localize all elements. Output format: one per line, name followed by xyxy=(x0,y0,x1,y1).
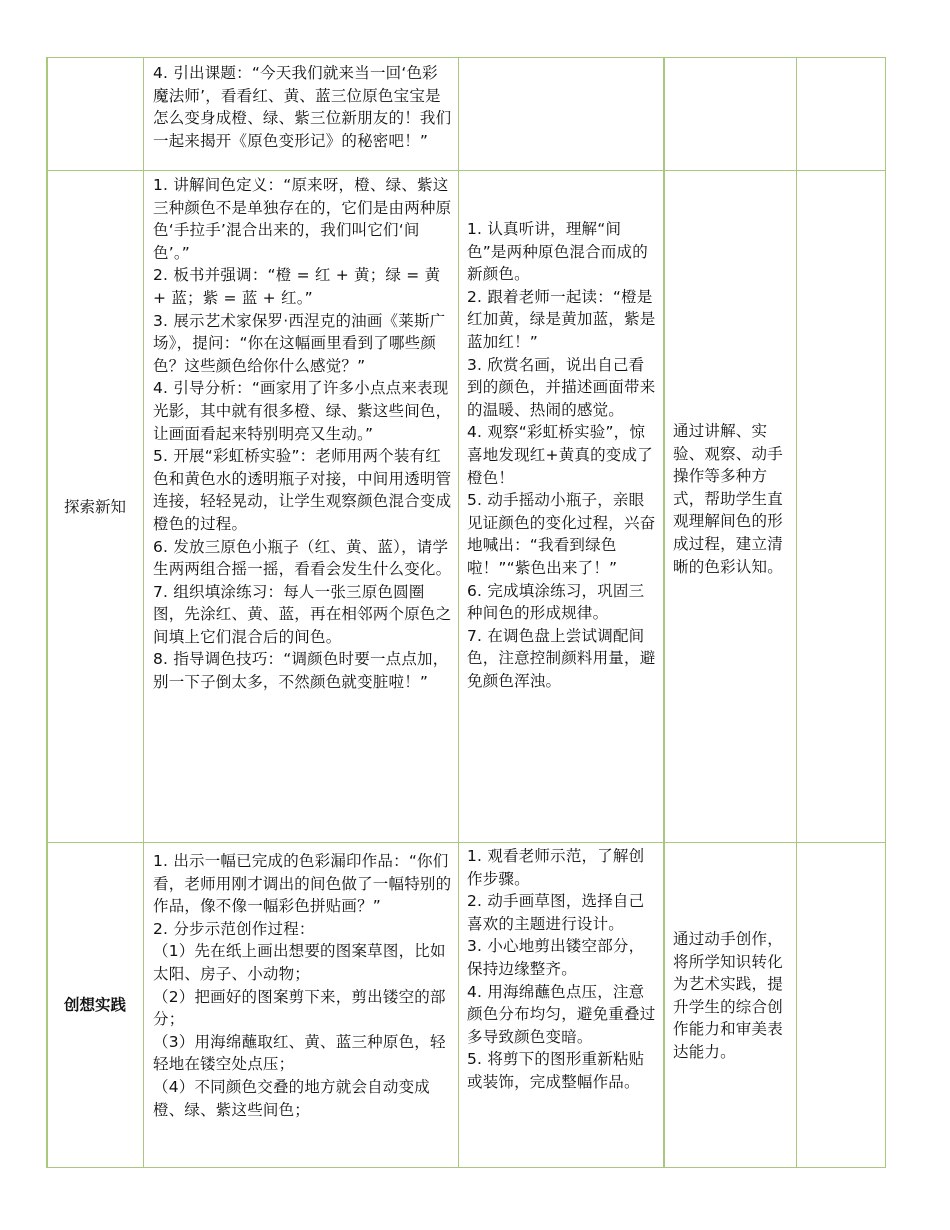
paragraph: （4）不同颜色交叠的地方就会自动变成橙、绿、紫这些间色； xyxy=(153,1077,430,1119)
paragraph: 3. 欣赏名画，说出自己看到的颜色，并描述画面带来的温暖、热闹的感觉。 xyxy=(467,355,656,419)
grid-line xyxy=(46,1167,886,1168)
paragraph: （2）把画好的图案剪下来，剪出镂空的部分； xyxy=(153,987,446,1029)
paragraph: 8. 指导调色技巧：“调颜色时要一点点加，别一下子倒太多，不然颜色就变脏啦！” xyxy=(153,650,449,692)
paragraph: 4. 观察“彩虹桥实验”，惊喜地发现红+黄真的变成了橙色！ xyxy=(467,423,653,487)
explore-student-activity xyxy=(467,218,657,692)
grid-line xyxy=(458,57,459,1168)
paragraph: 5. 开展“彩虹桥实验”：老师用两个装有红色和黄色水的透明瓶子对接，中间用透明管连接，轻轻晃动，让学生观察颜色混合变成橙色的过程。 xyxy=(153,447,452,533)
paragraph: 1. 出示一幅已完成的色彩漏印作品：“你们看，老师用刚才调出的间色做了一幅特别的作品，像不像一幅彩色拼贴画？” xyxy=(153,852,452,916)
explore-teacher-activity xyxy=(153,174,453,694)
paragraph: 7. 组织填涂练习：每人一张三原色圆圈图，先涂红、黄、蓝，再在相邻两个原色之间填上它们混合后的间色。 xyxy=(153,582,452,646)
paragraph: 5. 动手摇动小瓶子，亲眼见证颜色的变化过程，兴奋地喊出：“我看到绿色啦！”“紫色出来了！” xyxy=(467,491,656,577)
paragraph: 3. 展示艺术家保罗·西涅克的油画《莱斯广场》，提问：“你在这幅画里看到了哪些颜色？这些颜色给你什么感觉？” xyxy=(153,311,446,375)
paragraph: 2. 跟着老师一起读：“橙是红加黄，绿是黄加蓝，紫是蓝加红！” xyxy=(467,287,656,351)
explore-design-intent xyxy=(673,420,791,578)
grid-line xyxy=(796,57,797,1168)
grid-line xyxy=(663,57,665,1168)
stage-label-explore: 探索新知 xyxy=(63,498,126,516)
grid-line xyxy=(143,57,144,1168)
paragraph: 1. 认真听讲，理解“间色”是两种原色混合而成的新颜色。 xyxy=(467,220,648,284)
paragraph: （3）用海绵蘸取红、黄、蓝三种原色，轻轻地在镂空处点压； xyxy=(153,1032,446,1074)
grid-line xyxy=(46,170,886,171)
paragraph: 2. 板书并强调：“橙 = 红 + 黄；绿 = 黄 + 蓝；紫 = 蓝 + 红。” xyxy=(153,266,441,307)
paragraph: 4. 引导分析：“画家用了许多小点点来表现光影，其中就有很多橙、绿、紫这些间色，让画面看起来特别明亮又生动。” xyxy=(153,379,452,443)
practice-student-activity xyxy=(467,845,657,1094)
paragraph: 6. 完成填涂练习，巩固三种间色的形成规律。 xyxy=(467,581,645,623)
paragraph: 3. 小心地剪出镂空部分，保持边缘整齐。 xyxy=(467,937,645,978)
paragraph: 通过讲解、实验、观察、动手操作等多种方式，帮助学生直观理解间色的形成过程，建立清晰的色彩认知。 xyxy=(673,422,783,576)
intro-teacher-activity xyxy=(153,62,453,152)
paragraph: 6. 发放三原色小瓶子（红、黄、蓝），请学生两两组合摇一摇，看看会发生什么变化。 xyxy=(153,537,452,579)
paragraph: （1）先在纸上画出想要的图案草图，比如太阳、房子、小动物； xyxy=(153,942,446,983)
grid-line xyxy=(46,57,886,58)
paragraph: 1. 观看老师示范，了解创作步骤。 xyxy=(467,847,645,888)
paragraph: 1. 讲解间色定义：“原来呀，橙、绿、紫这三种颜色不是单独存在的，它们是由两种原色‘手拉手’混合出来的，我们叫它们‘间色’。” xyxy=(153,176,452,262)
grid-line xyxy=(46,842,886,843)
paragraph: 5. 将剪下的图形重新粘贴或装饰，完成整幅作品。 xyxy=(467,1050,645,1091)
paragraph: 通过动手创作，将所学知识转化为艺术实践，提升学生的综合创作能力和审美表达能力。 xyxy=(673,930,783,1061)
stage-label-practice: 创想实践 xyxy=(63,996,126,1014)
paragraph: 4. 引出课题：“今天我们就来当一回‘色彩魔法师’，看看红、黄、蓝三位原色宝宝是怎么变身成橙、绿、紫三位新朋友的！我们一起来揭开《原色变形记》的秘密吧！” xyxy=(153,64,452,150)
paragraph: 4. 用海绵蘸色点压，注意颜色分布均匀，避免重叠过多导致颜色变暗。 xyxy=(467,982,656,1046)
practice-teacher-activity xyxy=(153,850,453,1121)
grid-line xyxy=(885,57,886,1168)
paragraph: 2. 分步示范创作过程： xyxy=(153,919,315,938)
practice-design-intent xyxy=(673,928,791,1064)
paragraph: 7. 在调色盘上尝试调配间色，注意控制颜料用量，避免颜色浑浊。 xyxy=(467,626,656,690)
paragraph: 2. 动手画草图，选择自己喜欢的主题进行设计。 xyxy=(467,892,645,933)
